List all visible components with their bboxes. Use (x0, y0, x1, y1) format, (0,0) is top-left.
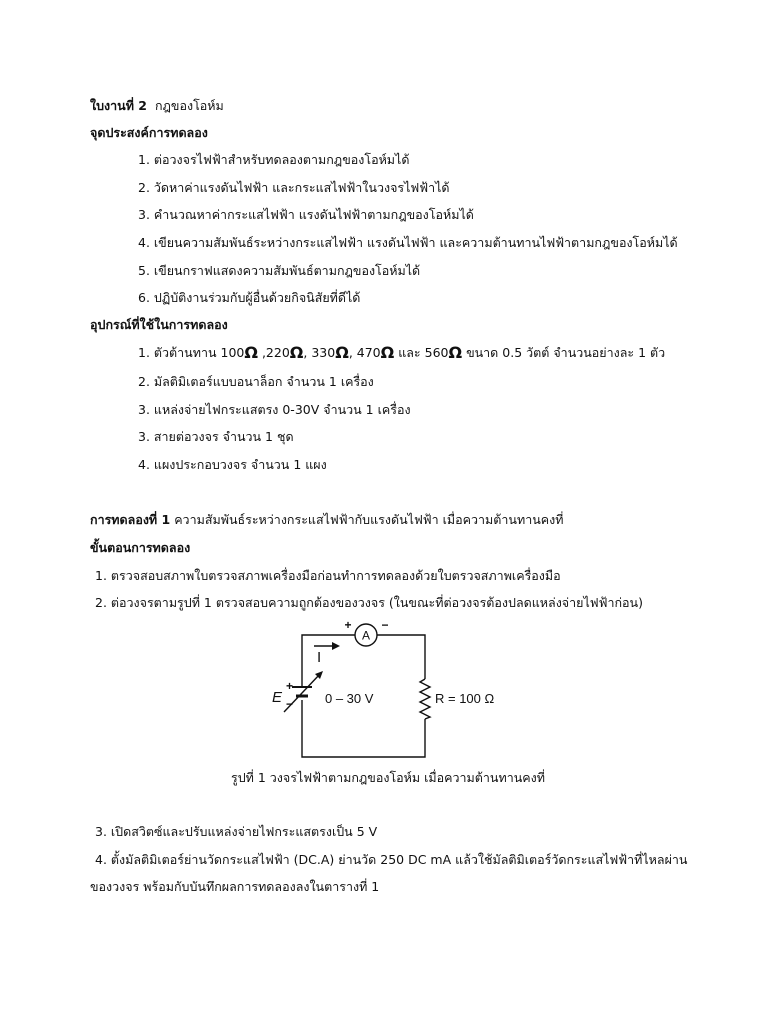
omega-symbol: Ω (380, 343, 395, 362)
equipment-item-resistors (138, 344, 665, 362)
experiment-text: ความสัมพันธ์ระหว่างกระแสไฟฟ้ากับแรงดันไฟฟ้า เมื่อความต้านทานคงที่ (170, 512, 564, 527)
equipment-text: , 330 (303, 345, 336, 360)
equipment-item: 2. มัลติมิเตอร์แบบอนาล็อก จำนวน 1 เครื่อง (138, 374, 374, 389)
omega-symbol: Ω (244, 343, 258, 362)
omega-symbol: Ω (448, 343, 463, 362)
equipment-heading: อุปกรณ์ที่ใช้ในการทดลอง (90, 317, 228, 332)
equipment-item: 3. แหล่งจ่ายไฟกระแสตรง 0-30V จำนวน 1 เครื่อง (138, 402, 411, 417)
procedure-heading: ขั้นตอนการทดลอง (90, 540, 191, 555)
source-range-label: 0 – 30 V (325, 691, 374, 706)
procedure-step: 4. ตั้งมัลติมิเตอร์ย่านวัดกระแสไฟฟ้า (DC.A) ย่านวัด 250 DC mA แล้วใช้มัลติมิเตอร์วัดกระแสไฟฟ้าที่ไหลผ่าน (95, 852, 688, 867)
experiment-label: การทดลองที่ 1 (90, 512, 171, 527)
procedure-step: 2. ต่อวงจรตามรูปที่ 1 ตรวจสอบความถูกต้องของวงจร (ในขณะที่ต่อวงจรต้องปลดแหล่งจ่ายไฟฟ้าก่อน) (95, 595, 643, 610)
source-label: E (272, 689, 283, 706)
equipment-text: 1. ตัวต้านทาน 100 (138, 345, 245, 360)
experiment-heading (90, 511, 563, 529)
source-minus: − (286, 697, 294, 711)
source-plus: + (286, 679, 294, 693)
worksheet-subject: กฎของโอห์ม (154, 98, 224, 113)
objective-item: 3. คำนวณหาค่ากระแสไฟฟ้า แรงดันไฟฟ้าตามกฎของโอห์มได้ (138, 207, 474, 222)
resistor-label: R = 100 Ω (435, 691, 495, 706)
objective-item: 2. วัดหาค่าแรงดันไฟฟ้า และกระแสไฟฟ้าในวงจรไฟฟ้าได้ (138, 180, 450, 195)
ammeter-label: A (361, 628, 371, 643)
objectives-heading: จุดประสงค์การทดลอง (90, 125, 208, 140)
objective-item: 6. ปฏิบัติงานร่วมกับผู้อื่นด้วยกิจนิสัยที่ดีได้ (138, 290, 361, 305)
worksheet-heading (90, 97, 224, 115)
worksheet-title: ใบงานที่ 2 (90, 98, 147, 113)
figure-caption: รูปที่ 1 วงจรไฟฟ้าตามกฎของโอห์ม เมื่อความต้านทานคงที่ (231, 770, 545, 785)
procedure-step: 3. เปิดสวิตซ์และปรับแหล่งจ่ายไฟกระแสตรงเป็น 5 V (95, 824, 378, 839)
objective-item: 4. เขียนความสัมพันธ์ระหว่างกระแสไฟฟ้า แรงดันไฟฟ้า และความต้านทานไฟฟ้าตามกฎของโอห์มได้ (138, 235, 678, 250)
equipment-text: และ 560 (394, 345, 449, 360)
resistor-icon (420, 679, 430, 719)
objective-item: 1. ต่อวงจรไฟฟ้าสำหรับทดลองตามกฎของโอห์มได้ (138, 152, 410, 167)
equipment-text: ,220 (257, 345, 290, 360)
procedure-step: 1. ตรวจสอบสภาพใบตรวจสภาพเครื่องมือก่อนทำการทดลองด้วยใบตรวจสภาพเครื่องมือ (95, 568, 561, 583)
ammeter-plus: + (344, 618, 352, 632)
equipment-text: ขนาด 0.5 วัตต์ จำนวนอย่างละ 1 ตัว (462, 345, 666, 360)
procedure-step-continuation: ของวงจร พร้อมกับบันทึกผลการทดลองลงในตารางที่ 1 (90, 879, 380, 894)
ammeter-minus: − (381, 618, 389, 632)
current-label: I (317, 649, 322, 666)
equipment-text: , 470 (348, 345, 381, 360)
equipment-item: 4. แผงประกอบวงจร จำนวน 1 แผง (138, 457, 327, 472)
objective-item: 5. เขียนกราฟแสดงความสัมพันธ์ตามกฎของโอห์มได้ (138, 263, 421, 278)
equipment-item: 3. สายต่อวงจร จำนวน 1 ชุด (138, 429, 294, 444)
omega-symbol: Ω (289, 343, 304, 362)
ohms-law-circuit-diagram (270, 616, 510, 766)
omega-symbol: Ω (335, 343, 349, 362)
